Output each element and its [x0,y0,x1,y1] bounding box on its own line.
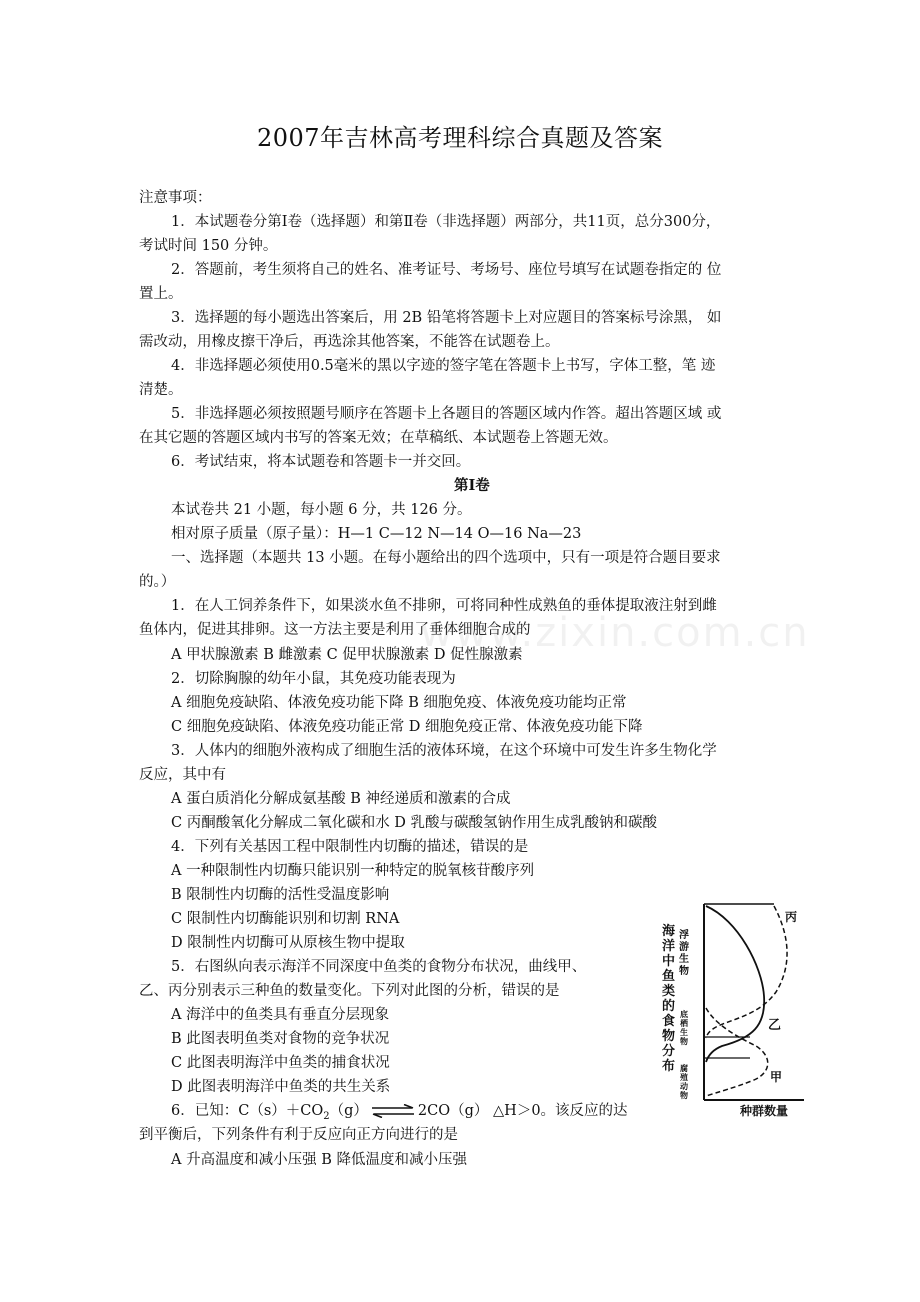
question-stem: 乙、丙分别表示三种鱼的数量变化。下列对此图的分析，错误的是 [139,983,560,999]
question-options: A 海洋中的鱼类具有垂直分层现象 [171,1007,390,1023]
notice-item: 考试时间 150 分钟。 [139,238,278,254]
curve-label-yi: 乙 [768,1018,782,1033]
notice-item: 5．非选择题必须按照题号顺序在答题卡上各题目的答题区域内作答。超出答题区域 或 [171,406,722,422]
fish-distribution-figure [660,896,810,1118]
notice-item: 4．非选择题必须使用0.5毫米的黑以字迹的签字笔在答题卡上书写，字体工整，笔 迹 [171,358,716,374]
section-intro: 相对原子质量（原子量）：H—1 C—12 N—14 O—16 Na—23 [171,526,582,542]
notice-item: 置上。 [139,286,183,302]
zone-label-detritus: 腐殖动物 [680,1063,688,1100]
y-axis-title: 海洋中鱼类的食物分布 [662,924,676,1074]
notice-item: 6．考试结束，将本试题卷和答题卡一并交回。 [171,454,471,470]
q6-stem-suffix: 2CO（g） △H＞0。该反应的达 [417,1103,628,1119]
q6-stem-mid: （g） [329,1103,368,1119]
notice-item: 清楚。 [139,382,183,398]
question-stem: 5．右图纵向表示海洋不同深度中鱼类的食物分布状况，曲线甲、 [171,959,587,975]
question-stem: 3．人体内的细胞外液构成了细胞生活的液体环境，在这个环境中可发生许多生物化学 [171,743,717,759]
question-stem: 4．下列有关基因工程中限制性内切酶的描述，错误的是 [171,839,529,855]
curve-jia [706,1008,768,1096]
question-options: D 此图表明海洋中鱼类的共生关系 [171,1079,391,1095]
equilibrium-arrow-icon [370,1104,416,1118]
notice-item: 1．本试题卷分第Ⅰ卷（选择题）和第Ⅱ卷（非选择题）两部分，共11页，总分300分， [171,214,721,230]
zone-label-benthic: 底栖生物 [680,1009,688,1046]
question-options: D 限制性内切酶可从原核生物中提取 [171,935,405,951]
question-stem: 2．切除胸腺的幼年小鼠，其免疫功能表现为 [171,671,456,687]
notice-item: 2．答题前，考生须将自己的姓名、准考证号、考场号、座位号填写在试题卷指定的 位 [171,262,722,278]
question-options: A 细胞免疫缺陷、体液免疫功能下降 B 细胞免疫、体液免疫功能均正常 [171,695,627,711]
question-options: A 一种限制性内切酶只能识别一种特定的脱氧核苷酸序列 [171,863,535,879]
section-intro: 本试卷共 21 小题，每小题 6 分，共 126 分。 [171,502,472,518]
notice-item: 3．选择题的每小题选出答案后，用 2B 铅笔将答题卡上对应题目的答案标号涂黑， 如 [171,310,722,326]
section-title: 第Ⅰ卷 [454,477,490,494]
question-options: C 限制性内切酶能识别和切割 RNA [171,911,400,927]
part-heading: 的。） [139,574,176,590]
q6-stem-prefix: 6．已知：C（s）＋CO [171,1103,324,1119]
question-options: A 升高温度和减小压强 B 降低温度和减小压强 [171,1152,467,1168]
notice-heading: 注意事项： [139,190,212,206]
question-stem: 1．在人工饲养条件下，如果淡水鱼不排卵，可将同种性成熟鱼的垂体提取液注射到雌 [171,598,717,614]
notice-item: 在其它题的答题区域内书写的答案无效；在草稿纸、本试题卷上答题无效。 [139,430,618,446]
question-stem: 到平衡后，下列条件有利于反应向正方向进行的是 [139,1127,458,1143]
curve-label-bing: 丙 [785,910,798,924]
page-title: 2007年吉林高考理科综合真题及答案 [256,124,664,152]
question-options: B 此图表明鱼类对食物的竞争状况 [171,1031,390,1047]
question-options: C 细胞免疫缺陷、体液免疫功能正常 D 细胞免疫正常、体液免疫功能下降 [171,719,643,735]
question-options: C 丙酮酸氧化分解成二氧化碳和水 D 乳酸与碳酸氢钠作用生成乳酸钠和碳酸 [171,815,658,831]
zone-label-plankton: 浮游生物 [679,930,689,977]
curve-yi [706,906,764,1062]
question-options: A 甲状腺激素 B 雌激素 C 促甲状腺激素 D 促性腺激素 [171,647,523,663]
question-options: A 蛋白质消化分解成氨基酸 B 神经递质和激素的合成 [171,791,511,807]
curve-label-jia: 甲 [770,1070,783,1084]
x-axis-label: 种群数量 [740,1104,789,1118]
question-stem [171,1101,628,1127]
q6-subscript: 2 [323,1110,330,1122]
question-options: C 此图表明海洋中鱼类的捕食状况 [171,1055,390,1071]
part-heading: 一、选择题（本题共 13 小题。在每小题给出的四个选项中，只有一项是符合题目要求 [171,550,721,566]
question-options: B 限制性内切酶的活性受温度影响 [171,887,390,903]
watermark: www.zixin.com.cn [420,610,810,656]
question-stem: 反应，其中有 [139,767,226,783]
notice-item: 需改动，用橡皮擦干净后，再选涂其他答案，不能答在试题卷上。 [139,334,560,350]
question-stem: 鱼体内，促进其排卵。这一方法主要是利用了垂体细胞合成的 [139,622,531,638]
